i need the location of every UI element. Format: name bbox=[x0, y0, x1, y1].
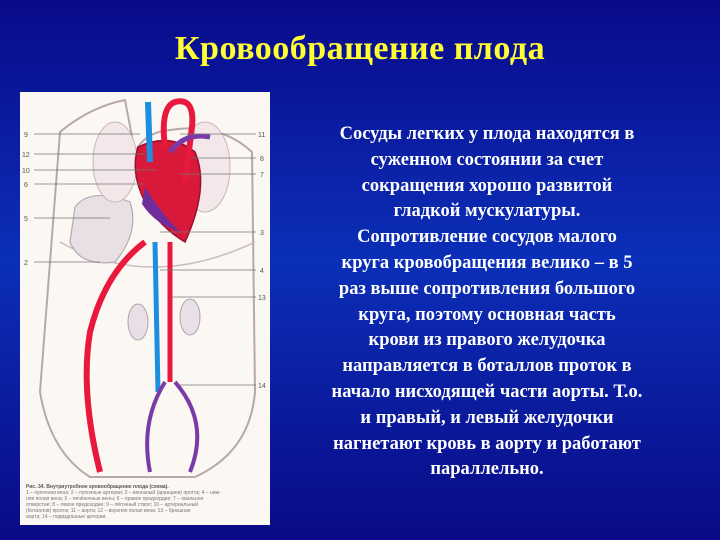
body-line: крови из правого желудочка bbox=[368, 330, 606, 351]
figure-label-right: 4 bbox=[260, 268, 264, 275]
figure-caption-line: 1 – пупочная вена; 2 – пупочные артерии; 3 – венозный (аранциев) проток; 4 – ниж- bbox=[26, 490, 221, 496]
figure-label-right: 3 bbox=[260, 230, 264, 237]
body-line: Сопротивление сосудов малого bbox=[357, 227, 617, 248]
figure-label-right: 13 bbox=[258, 295, 266, 302]
inferior-vena-cava bbox=[155, 242, 158, 392]
kidney-left bbox=[128, 304, 148, 340]
body-line: и правый, и левый желудочки bbox=[360, 407, 614, 428]
figure-label-right: 8 bbox=[260, 156, 264, 163]
figure-label-left: 9 bbox=[24, 132, 28, 139]
body-line: гладкой мускулатуры. bbox=[393, 201, 581, 222]
figure-caption-line: няя полая вена; 5 – печёночные вены; 6 – правое предсердие; 7 – овальное bbox=[26, 496, 204, 502]
liver bbox=[70, 196, 133, 263]
figure-caption-line: (боталлов) проток; 11 – аорта; 12 – верхняя полая вена; 13 – брюшная bbox=[26, 508, 191, 514]
body-line: круга кровобращения велико – в 5 bbox=[341, 252, 633, 273]
body-line: начало нисходящей части аорты. Т.о. bbox=[331, 381, 643, 402]
umbilical-vein bbox=[87, 242, 145, 472]
figure-label-left: 2 bbox=[24, 260, 28, 267]
figure-label-right: 7 bbox=[260, 172, 264, 179]
figure-caption-title: Рис. 34. Внутриутробное кровообращение плода (схема). bbox=[26, 484, 169, 490]
fetal-circulation-figure bbox=[20, 92, 270, 525]
body-line: круга, поэтому основная часть bbox=[358, 304, 616, 325]
body-line: раз выше сопротивления большого bbox=[338, 278, 636, 299]
figure-label-right: 14 bbox=[258, 383, 266, 390]
slide-body-text bbox=[272, 122, 702, 483]
body-line: суженном состоянии за счет bbox=[370, 149, 604, 170]
umbilical-artery-left bbox=[147, 382, 165, 472]
body-line: Сосуды легких у плода находятся в bbox=[339, 124, 635, 144]
figure-caption-line: отверстие; 8 – левое предсердие; 9 – лёгочный ствол; 10 – артериальный bbox=[26, 502, 199, 508]
figure-label-left: 12 bbox=[22, 152, 30, 159]
slide-title: Кровообращение плода bbox=[174, 30, 546, 67]
figure-label-left: 10 bbox=[22, 168, 30, 175]
figure-label-left: 5 bbox=[24, 216, 28, 223]
body-line: нагнетают кровь в аорту и работают bbox=[333, 433, 641, 454]
kidney-right bbox=[180, 299, 200, 335]
figure-label-right: 11 bbox=[258, 132, 266, 139]
umbilical-artery-right bbox=[175, 382, 197, 472]
figure-label-left: 6 bbox=[24, 182, 28, 189]
body-line: сокращения хорошо развитой bbox=[361, 175, 613, 196]
figure-caption bbox=[26, 484, 264, 520]
body-line: направляется в боталлов проток в bbox=[342, 356, 632, 377]
body-line: параллельно. bbox=[430, 459, 544, 480]
fetal-circulation-diagram bbox=[20, 92, 270, 482]
figure-caption-line: аорта; 14 – подвздошные артерии. bbox=[26, 514, 107, 520]
superior-vena-cava bbox=[148, 102, 150, 162]
